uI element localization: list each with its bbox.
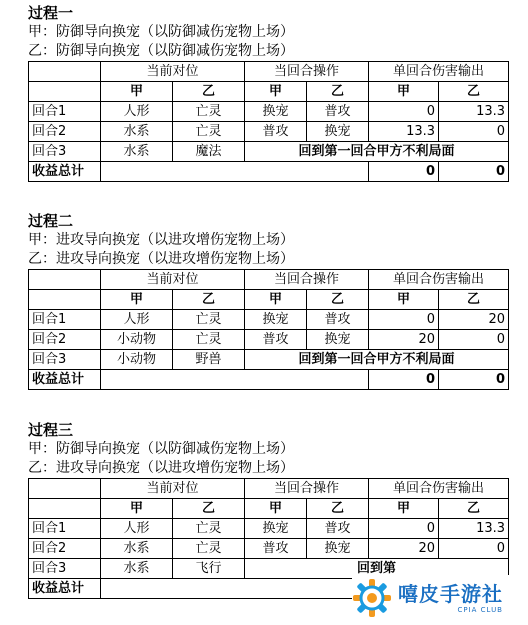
damage-a: 0 [369,310,439,330]
matchup-b: 魔法 [173,142,245,162]
matchup-a: 小动物 [101,350,173,370]
table-subheader-row [29,290,509,310]
subheader-b: 乙 [173,82,245,102]
table-header-row [29,62,509,82]
action-a: 普攻 [245,330,307,350]
damage-b: 13.3 [439,519,509,539]
action-a: 普攻 [245,539,307,559]
damage-b: 0 [439,539,509,559]
subheader-b: 乙 [173,499,245,519]
total-row [29,162,509,182]
table-row [29,122,509,142]
table-row [29,142,509,162]
total-label: 收益总计 [29,579,101,599]
damage-a: 0 [369,102,439,122]
matchup-b: 亡灵 [173,519,245,539]
section-title: 过程三 [28,421,74,439]
action-b: 换宠 [307,122,369,142]
total-a: 0 [369,370,439,390]
round-label: 回合2 [29,122,101,142]
damage-a: 13.3 [369,122,439,142]
strategy-line-b: 乙：防御导向换宠（以防御减伤宠物上场） [28,43,294,59]
section-title: 过程二 [28,212,74,230]
damage-b: 20 [439,310,509,330]
subheader-blank [29,499,101,519]
watermark [352,575,522,621]
watermark-name: 嘻皮手游社 [398,581,503,606]
process-section-1 [28,4,509,182]
watermark-sub: CPIA CLUB [457,605,503,614]
total-blank [101,162,369,182]
strategy-line-a: 甲：防御导向换宠（以防御减伤宠物上场） [28,24,294,40]
matchup-b: 亡灵 [173,330,245,350]
damage-b: 13.3 [439,102,509,122]
matchup-a: 小动物 [101,330,173,350]
subheader-b: 乙 [307,290,369,310]
header-round-damage: 单回合伤害输出 [369,270,509,290]
round-label: 回合2 [29,539,101,559]
round-label: 回合2 [29,330,101,350]
subheader-a: 甲 [245,82,307,102]
subheader-a: 甲 [101,290,173,310]
table-subheader-row [29,499,509,519]
process-section-2 [28,212,509,390]
section-title: 过程一 [28,4,74,22]
action-a: 换宠 [245,310,307,330]
table-header-row [29,479,509,499]
damage-table [28,269,509,390]
matchup-b: 亡灵 [173,310,245,330]
table-row [29,350,509,370]
matchup-a: 水系 [101,539,173,559]
gear-logo-icon [352,578,392,618]
header-current-matchup: 当前对位 [101,270,245,290]
table-row [29,519,509,539]
total-row [29,370,509,390]
damage-b: 0 [439,330,509,350]
subheader-b: 乙 [439,499,509,519]
subheader-a: 甲 [369,290,439,310]
table-row [29,330,509,350]
header-round-damage: 单回合伤害输出 [369,62,509,82]
header-blank [29,479,101,499]
damage-a: 0 [369,519,439,539]
action-b: 换宠 [307,539,369,559]
matchup-b: 亡灵 [173,539,245,559]
header-current-matchup: 当前对位 [101,62,245,82]
matchup-b: 亡灵 [173,122,245,142]
round-note: 回到第 [245,559,509,579]
header-round-action: 当回合操作 [245,62,369,82]
table-row [29,539,509,559]
action-b: 普攻 [307,102,369,122]
action-b: 换宠 [307,330,369,350]
header-round-action: 当回合操作 [245,479,369,499]
round-label: 回合3 [29,559,101,579]
total-b: 0 [439,370,509,390]
action-b: 普攻 [307,310,369,330]
strategy-line-a: 甲：进攻导向换宠（以进攻增伤宠物上场） [28,232,294,248]
matchup-b: 野兽 [173,350,245,370]
matchup-a: 水系 [101,142,173,162]
header-round-action: 当回合操作 [245,270,369,290]
action-a: 换宠 [245,519,307,539]
round-label: 回合1 [29,519,101,539]
total-a: 0 [369,162,439,182]
damage-b: 0 [439,122,509,142]
subheader-a: 甲 [369,499,439,519]
subheader-a: 甲 [369,82,439,102]
watermark-text [398,582,503,615]
table-row [29,102,509,122]
damage-table [28,61,509,182]
subheader-a: 甲 [101,82,173,102]
matchup-a: 水系 [101,559,173,579]
subheader-a: 甲 [245,290,307,310]
matchup-a: 水系 [101,122,173,142]
header-round-damage: 单回合伤害输出 [369,479,509,499]
damage-a: 20 [369,330,439,350]
matchup-a: 人形 [101,310,173,330]
action-a: 换宠 [245,102,307,122]
total-b: 0 [439,162,509,182]
round-note: 回到第一回合甲方不利局面 [245,350,509,370]
subheader-b: 乙 [439,290,509,310]
action-b: 普攻 [307,519,369,539]
table-row [29,310,509,330]
table-subheader-row [29,82,509,102]
action-a: 普攻 [245,122,307,142]
matchup-a: 人形 [101,519,173,539]
total-blank [101,370,369,390]
strategy-line-b: 乙：进攻导向换宠（以进攻增伤宠物上场） [28,460,294,476]
strategy-line-a: 甲：防御导向换宠（以防御减伤宠物上场） [28,441,294,457]
header-blank [29,270,101,290]
round-label: 回合1 [29,310,101,330]
subheader-blank [29,82,101,102]
total-label: 收益总计 [29,162,101,182]
process-section-3 [28,421,509,599]
round-label: 回合3 [29,350,101,370]
header-current-matchup: 当前对位 [101,479,245,499]
matchup-a: 人形 [101,102,173,122]
subheader-blank [29,290,101,310]
table-header-row [29,270,509,290]
subheader-a: 甲 [101,499,173,519]
subheader-b: 乙 [173,290,245,310]
round-label: 回合3 [29,142,101,162]
damage-a: 20 [369,539,439,559]
strategy-line-b: 乙：进攻导向换宠（以进攻增伤宠物上场） [28,251,294,267]
subheader-b: 乙 [307,82,369,102]
matchup-b: 亡灵 [173,102,245,122]
subheader-b: 乙 [307,499,369,519]
round-label: 回合1 [29,102,101,122]
header-blank [29,62,101,82]
round-note: 回到第一回合甲方不利局面 [245,142,509,162]
subheader-b: 乙 [439,82,509,102]
total-label: 收益总计 [29,370,101,390]
matchup-b: 飞行 [173,559,245,579]
total-blank [101,579,369,599]
subheader-a: 甲 [245,499,307,519]
